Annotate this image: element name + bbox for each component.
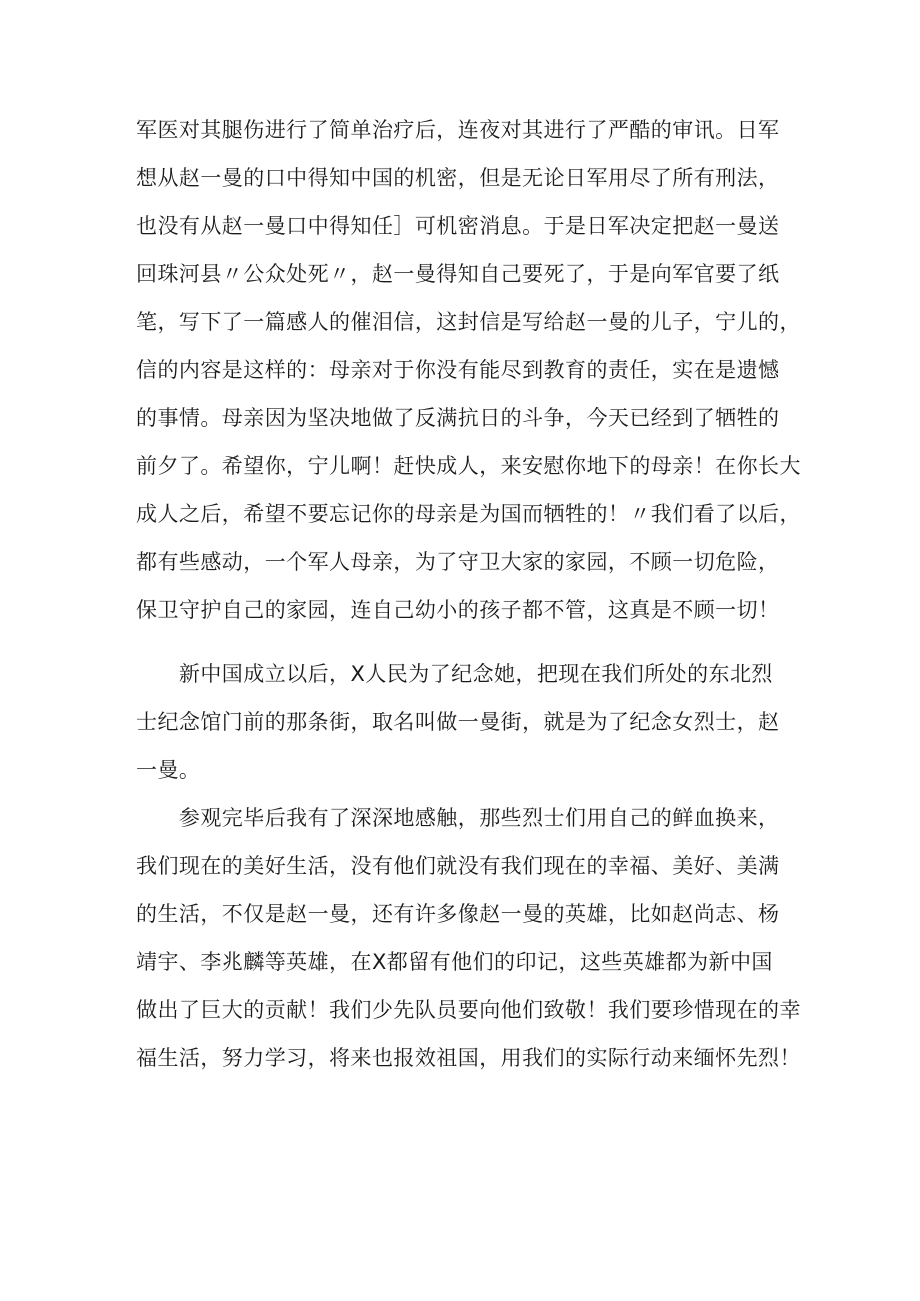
text-line: 福生活，努力学习，将来也报效祖国，用我们的实际行动来缅怀先烈！	[136, 1046, 801, 1070]
text-line: 我们现在的美好生活，没有他们就没有我们现在的幸福、美好、美满	[136, 854, 780, 878]
text-line: 笔，写下了一篇感人的催泪信，这封信是写给赵一曼的儿子，宁儿的，	[136, 310, 801, 334]
text-line: 靖宇、李兆麟等英雄，在X都留有他们的印记，这些英雄都为新中国	[136, 950, 773, 974]
text-line: 的生活，不仅是赵一曼，还有许多像赵一曼的英雄，比如赵尚志、杨	[136, 902, 780, 926]
text-line: 军医对其腿伤进行了简单治疗后，连夜对其进行了严酷的审讯。日军	[136, 118, 780, 142]
text-line: 做出了巨大的贡献！我们少先队员要向他们致敬！我们要珍惜现在的幸	[136, 998, 801, 1022]
text-line: 士纪念馆门前的那条街，取名叫做一曼街，就是为了纪念女烈士，赵	[136, 710, 780, 734]
text-line: 都有些感动，一个军人母亲，为了守卫大家的家园，不顾一切危险，	[136, 550, 780, 574]
text-line: 保卫守护自己的家园，连自己幼小的孩子都不管，这真是不顾一切！	[136, 598, 780, 622]
text-line: 前夕了。希望你，宁儿啊！赶快成人，来安慰你地下的母亲！在你长大	[136, 454, 801, 478]
text-line: 成人之后，希望不要忘记你的母亲是为国而牺牲的！〃我们看了以后，	[136, 502, 801, 526]
text-line: 回珠河县〃公众处死〃，赵一曼得知自己要死了，于是向军官要了纸	[136, 262, 780, 286]
paragraph-1	[136, 106, 801, 634]
text-line: 参观完毕后我有了深深地感触，那些烈士们用自己的鲜血换来，	[136, 806, 780, 830]
text-line: 信的内容是这样的：母亲对于你没有能尽到教育的责任，实在是遗憾	[136, 358, 780, 382]
text-line: 想从赵一曼的口中得知中国的机密，但是无论日军用尽了所有刑法，	[136, 166, 780, 190]
text-line: 的事情。母亲因为坚决地做了反满抗日的斗争，今天已经到了牺牲的	[136, 406, 780, 430]
text-line: 也没有从赵一曼口中得知任］可机密消息。于是日军决定把赵一曼送	[136, 214, 780, 238]
text-line: 一曼。	[136, 758, 201, 782]
paragraph-2	[136, 650, 796, 794]
text-line: 新中国成立以后，X人民为了纪念她，把现在我们所处的东北烈	[136, 662, 773, 686]
paragraph-3	[136, 794, 801, 1082]
